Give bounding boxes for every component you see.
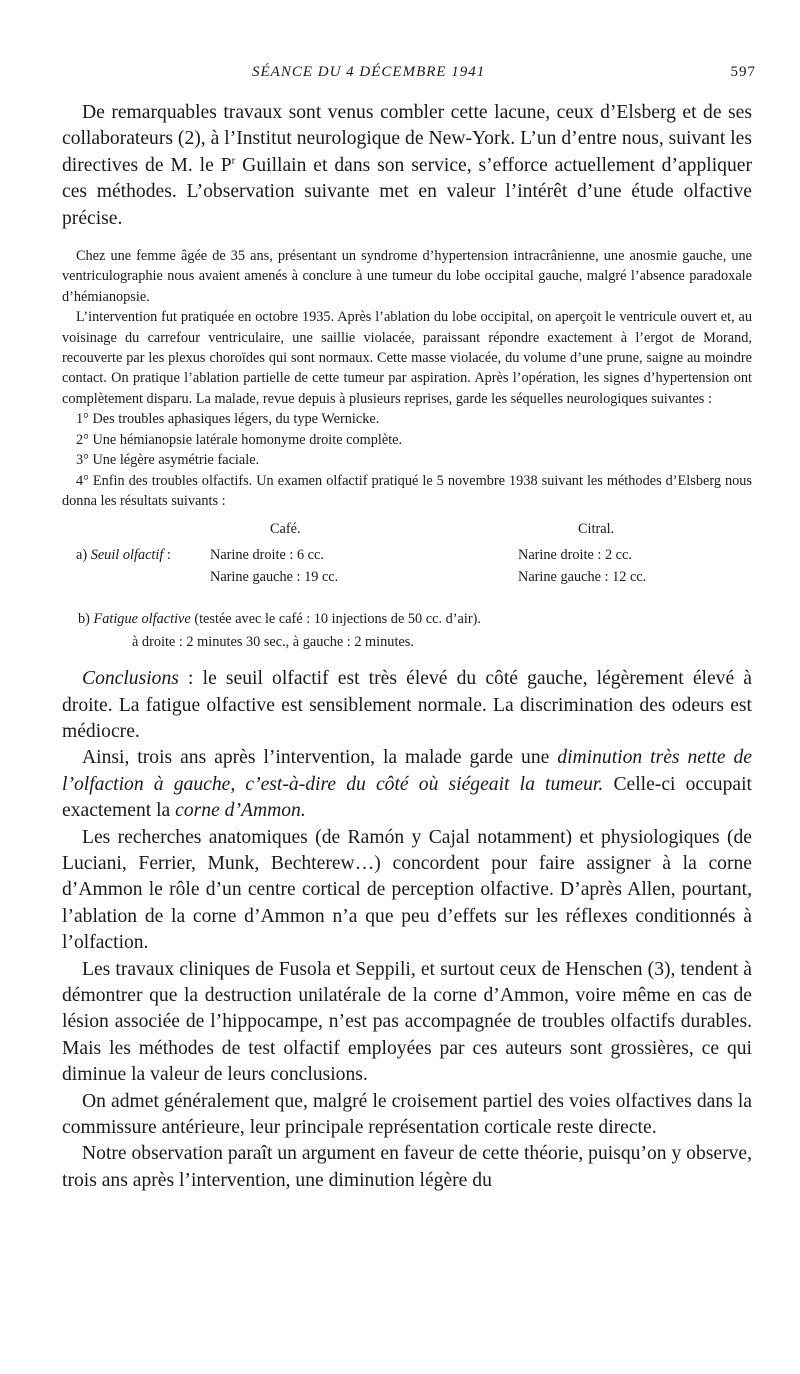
- case-item-1: 1° Des troubles aphasiques légers, du type Wernicke.: [76, 411, 380, 428]
- case-item-4: 4° Enfin des troubles olfactifs. Un examen olfactif pratiqué le 5 novembre 1938 suivant les méthodes d’Elsberg nous donna les résultats suivants :: [62, 472, 752, 509]
- citral-left-nostril: Narine gauche : 12 cc.: [518, 569, 647, 586]
- intro-paragraph: De remarquables travaux sont venus combler cette lacune, ceux d’Elsberg et de ses collaborateurs (2), à l’Institut neurologique de New-York. L’un d’entre nous, suivant les directives de M. le $P^r$ Guillain et dans son service, s’efforce actuellement d’appliquer ces méthodes. L’observation suivante met en valeur l’intérêt d’une étude olfactive précise.: [62, 102, 752, 229]
- running-title: SÉANCE DU 4 DÉCEMBRE 1941: [252, 64, 486, 80]
- ainsi-paragraph: Ainsi, trois ans après l’intervention, la malade garde une diminution très nette de l’olfaction à gauche, c’est-à-dire du côté où siégeait la tumeur. Celle-ci occupait exactement la corne d’Ammon.: [62, 747, 752, 822]
- notre-observation-paragraph: Notre observation paraît un argument en faveur de cette théorie, puisqu’on y observe, trois ans après l’intervention, une diminution légère du: [62, 1143, 752, 1191]
- admet-paragraph: On admet généralement que, malgré le croisement partiel des voies olfactives dans la commissure antérieure, leur principale représentation corticale reste directe.: [62, 1090, 752, 1139]
- olfactory-results-table: [62, 521, 752, 609]
- case-item-3: 3° Une légère asymétrie faciale.: [76, 452, 260, 469]
- case-paragraph-1: Chez une femme âgée de 35 ans, présentant un syndrome d’hypertension intracrânienne, une anosmie gauche, une ventriculographie nous avaient amenés à conclure à une tumeur du lobe occipital gauche, malgré l’absence paradoxale d’hémianopsie.: [62, 248, 752, 305]
- page-number: 597: [730, 64, 756, 80]
- conclusions-paragraph: Conclusions : le seuil olfactif est très élevé du côté gauche, légèrement élevé à droite. La fatigue olfactive est sensiblement normale. La discrimination des odeurs est médiocre.: [62, 668, 752, 742]
- case-item-2: 2° Une hémianopsie latérale homonyme droite complète.: [76, 431, 403, 448]
- travaux-paragraph: Les travaux cliniques de Fusola et Seppili, et surtout ceux de Henschen (3), tendent à démontrer que la destruction unilatérale de la corne d’Ammon, voire même en cas de lésion associée de l’hippocampe, n’est pas accompagnée de troubles olfactifs durables. Mais les méthodes de test olfactif employées par ces auteurs sont grossières, ce qui diminue la valeur de leurs conclusions.: [62, 958, 752, 1086]
- column-header-cafe: Café.: [270, 521, 301, 538]
- page: [62, 62, 756, 1194]
- recherches-paragraph: Les recherches anatomiques (de Ramón y Cajal notamment) et physiologiques (de Luciani, Ferrier, Munk, Bechterew…) concordent pour faire assigner à la corne d’Ammon le rôle d’un centre cortical de perception olfactive. D’après Allen, pourtant, l’ablation de la corne d’Ammon n’a que peu d’effets sur les réflexes conditionnés à l’olfaction.: [62, 826, 752, 954]
- case-paragraph-2: L’intervention fut pratiquée en octobre 1935. Après l’ablation du lobe occipital, on aperçoit le ventricule ouvert et, au voisinage du carrefour ventriculaire, une saillie violacée, paraissant répondre exactement à l’ergot de Morand, recouverte par les plexus choroïdes qui sont normaux. Cette masse violacée, du volume d’une prune, saigne au moindre contact. On pratique l’ablation partielle de cette tumeur par aspiration. Après l’opération, les signes d’hypertension ont complètement disparu. La malade, revue depuis à plusieurs reprises, garde les séquelles neurologiques suivantes :: [62, 309, 752, 407]
- column-header-citral: Citral.: [578, 521, 615, 538]
- cafe-right-nostril: Narine droite : 6 cc.: [210, 547, 324, 564]
- cafe-left-nostril: Narine gauche : 19 cc.: [210, 569, 339, 586]
- fatigue-line: b) Fatigue olfactive (testée avec le café : 10 injections de 50 cc. d’air).: [78, 611, 481, 628]
- fatigue-times: à droite : 2 minutes 30 sec., à gauche : 2 minutes.: [132, 633, 414, 650]
- citral-right-nostril: Narine droite : 2 cc.: [518, 547, 632, 564]
- page-header: [62, 62, 756, 90]
- row-a-label: a) Seuil olfactif :: [76, 547, 171, 564]
